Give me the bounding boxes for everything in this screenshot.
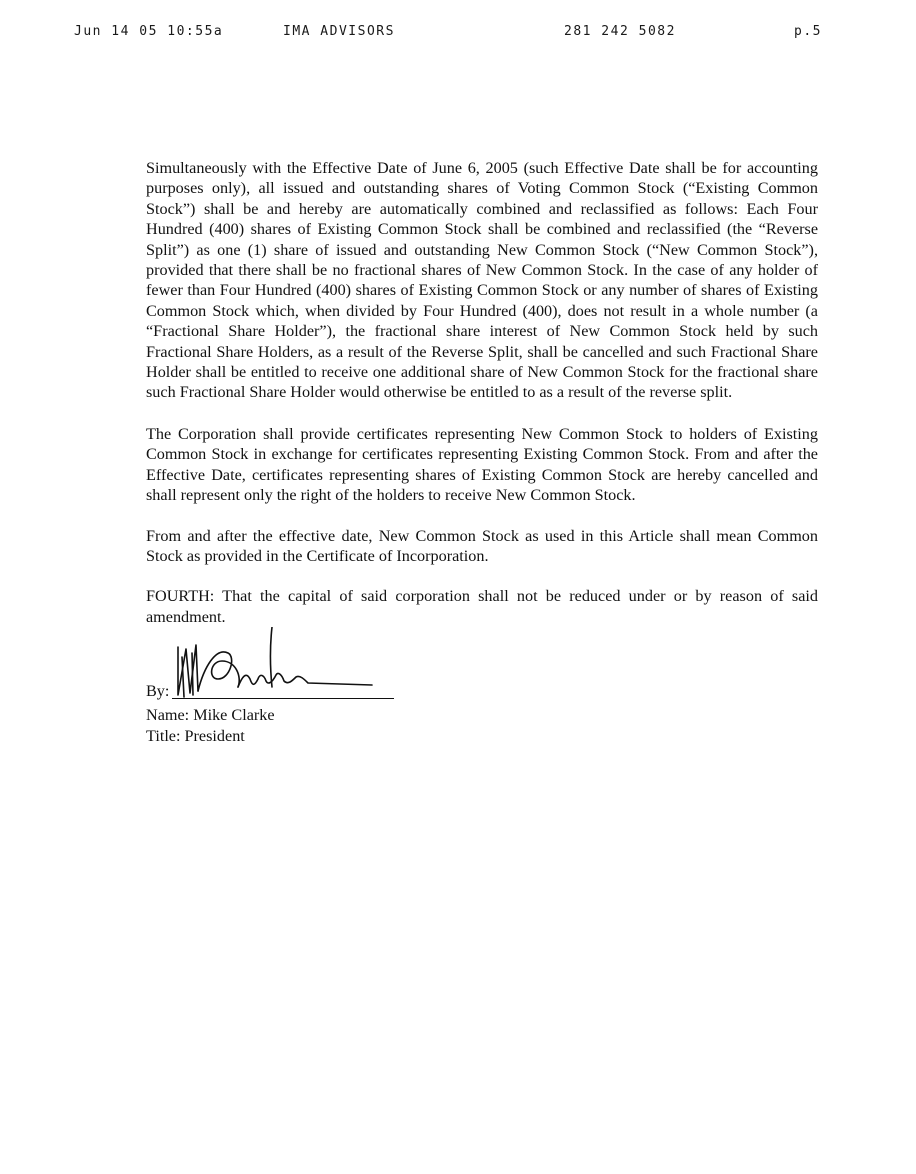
fax-sender: IMA ADVISORS: [283, 24, 395, 39]
fourth-paragraph: FOURTH: That the capital of said corporation shall not be reduced under or by reason of said amendment.: [146, 587, 818, 626]
document-body: [146, 158, 818, 746]
signature-block: [146, 627, 818, 705]
by-label: By:: [146, 682, 170, 701]
definition-paragraph: From and after the effective date, New Common Stock as used in this Article shall mean Common Stock as provided in the Certificate of Incorporation.: [146, 526, 818, 565]
reverse-split-paragraph: Simultaneously with the Effective Date of June 6, 2005 (such Effective Date shall be for accounting purposes only), all issued and outstanding shares of Voting Common Stock (“Existing Common Stock”) shall be and hereby are automatically combined and reclassified as follows: Each Four Hundred (400) shares of Existing Common Stock shall be combined and reclassified (the “Reverse Split”) as one (1) share of issued and outstanding New Common Stock (“New Common Stock”), provided that there shall be no fractional shares of New Common Stock. In the case of any holder of fewer than Four Hundred (400) shares of Existing Common Stock or any number of shares of Existing Common Stock which, when divided by Four Hundred (400), does not result in a whole number (a “Fractional Share Holder”), the fractional share interest of New Common Stock held by such Fractional Share Holders, as a result of the Reverse Split, shall be cancelled and such Fractional Share Holder shall be entitled to receive one additional share of New Common Stock for the fractional share such Fractional Share Holder would otherwise be entitled to as a result of the reverse split.: [146, 159, 818, 402]
signer-title: Title: President: [146, 726, 245, 745]
handwritten-signature: [172, 627, 402, 703]
fax-datetime: Jun 14 05 10:55a: [74, 24, 224, 39]
signer-name: Name: Mike Clarke: [146, 706, 275, 725]
fax-phone: 281 242 5082: [564, 24, 676, 39]
fax-page-number: p.5: [794, 24, 822, 39]
certificates-paragraph: The Corporation shall provide certificates representing New Common Stock to holders of Existing Common Stock in exchange for certificates representing Existing Common Stock. From and after the Effective Date, certificates representing shares of Existing Common Stock are hereby cancelled and shall represent only the right of the holders to receive New Common Stock.: [146, 424, 818, 505]
signature-rule: [172, 698, 394, 699]
fax-header: [74, 24, 834, 42]
